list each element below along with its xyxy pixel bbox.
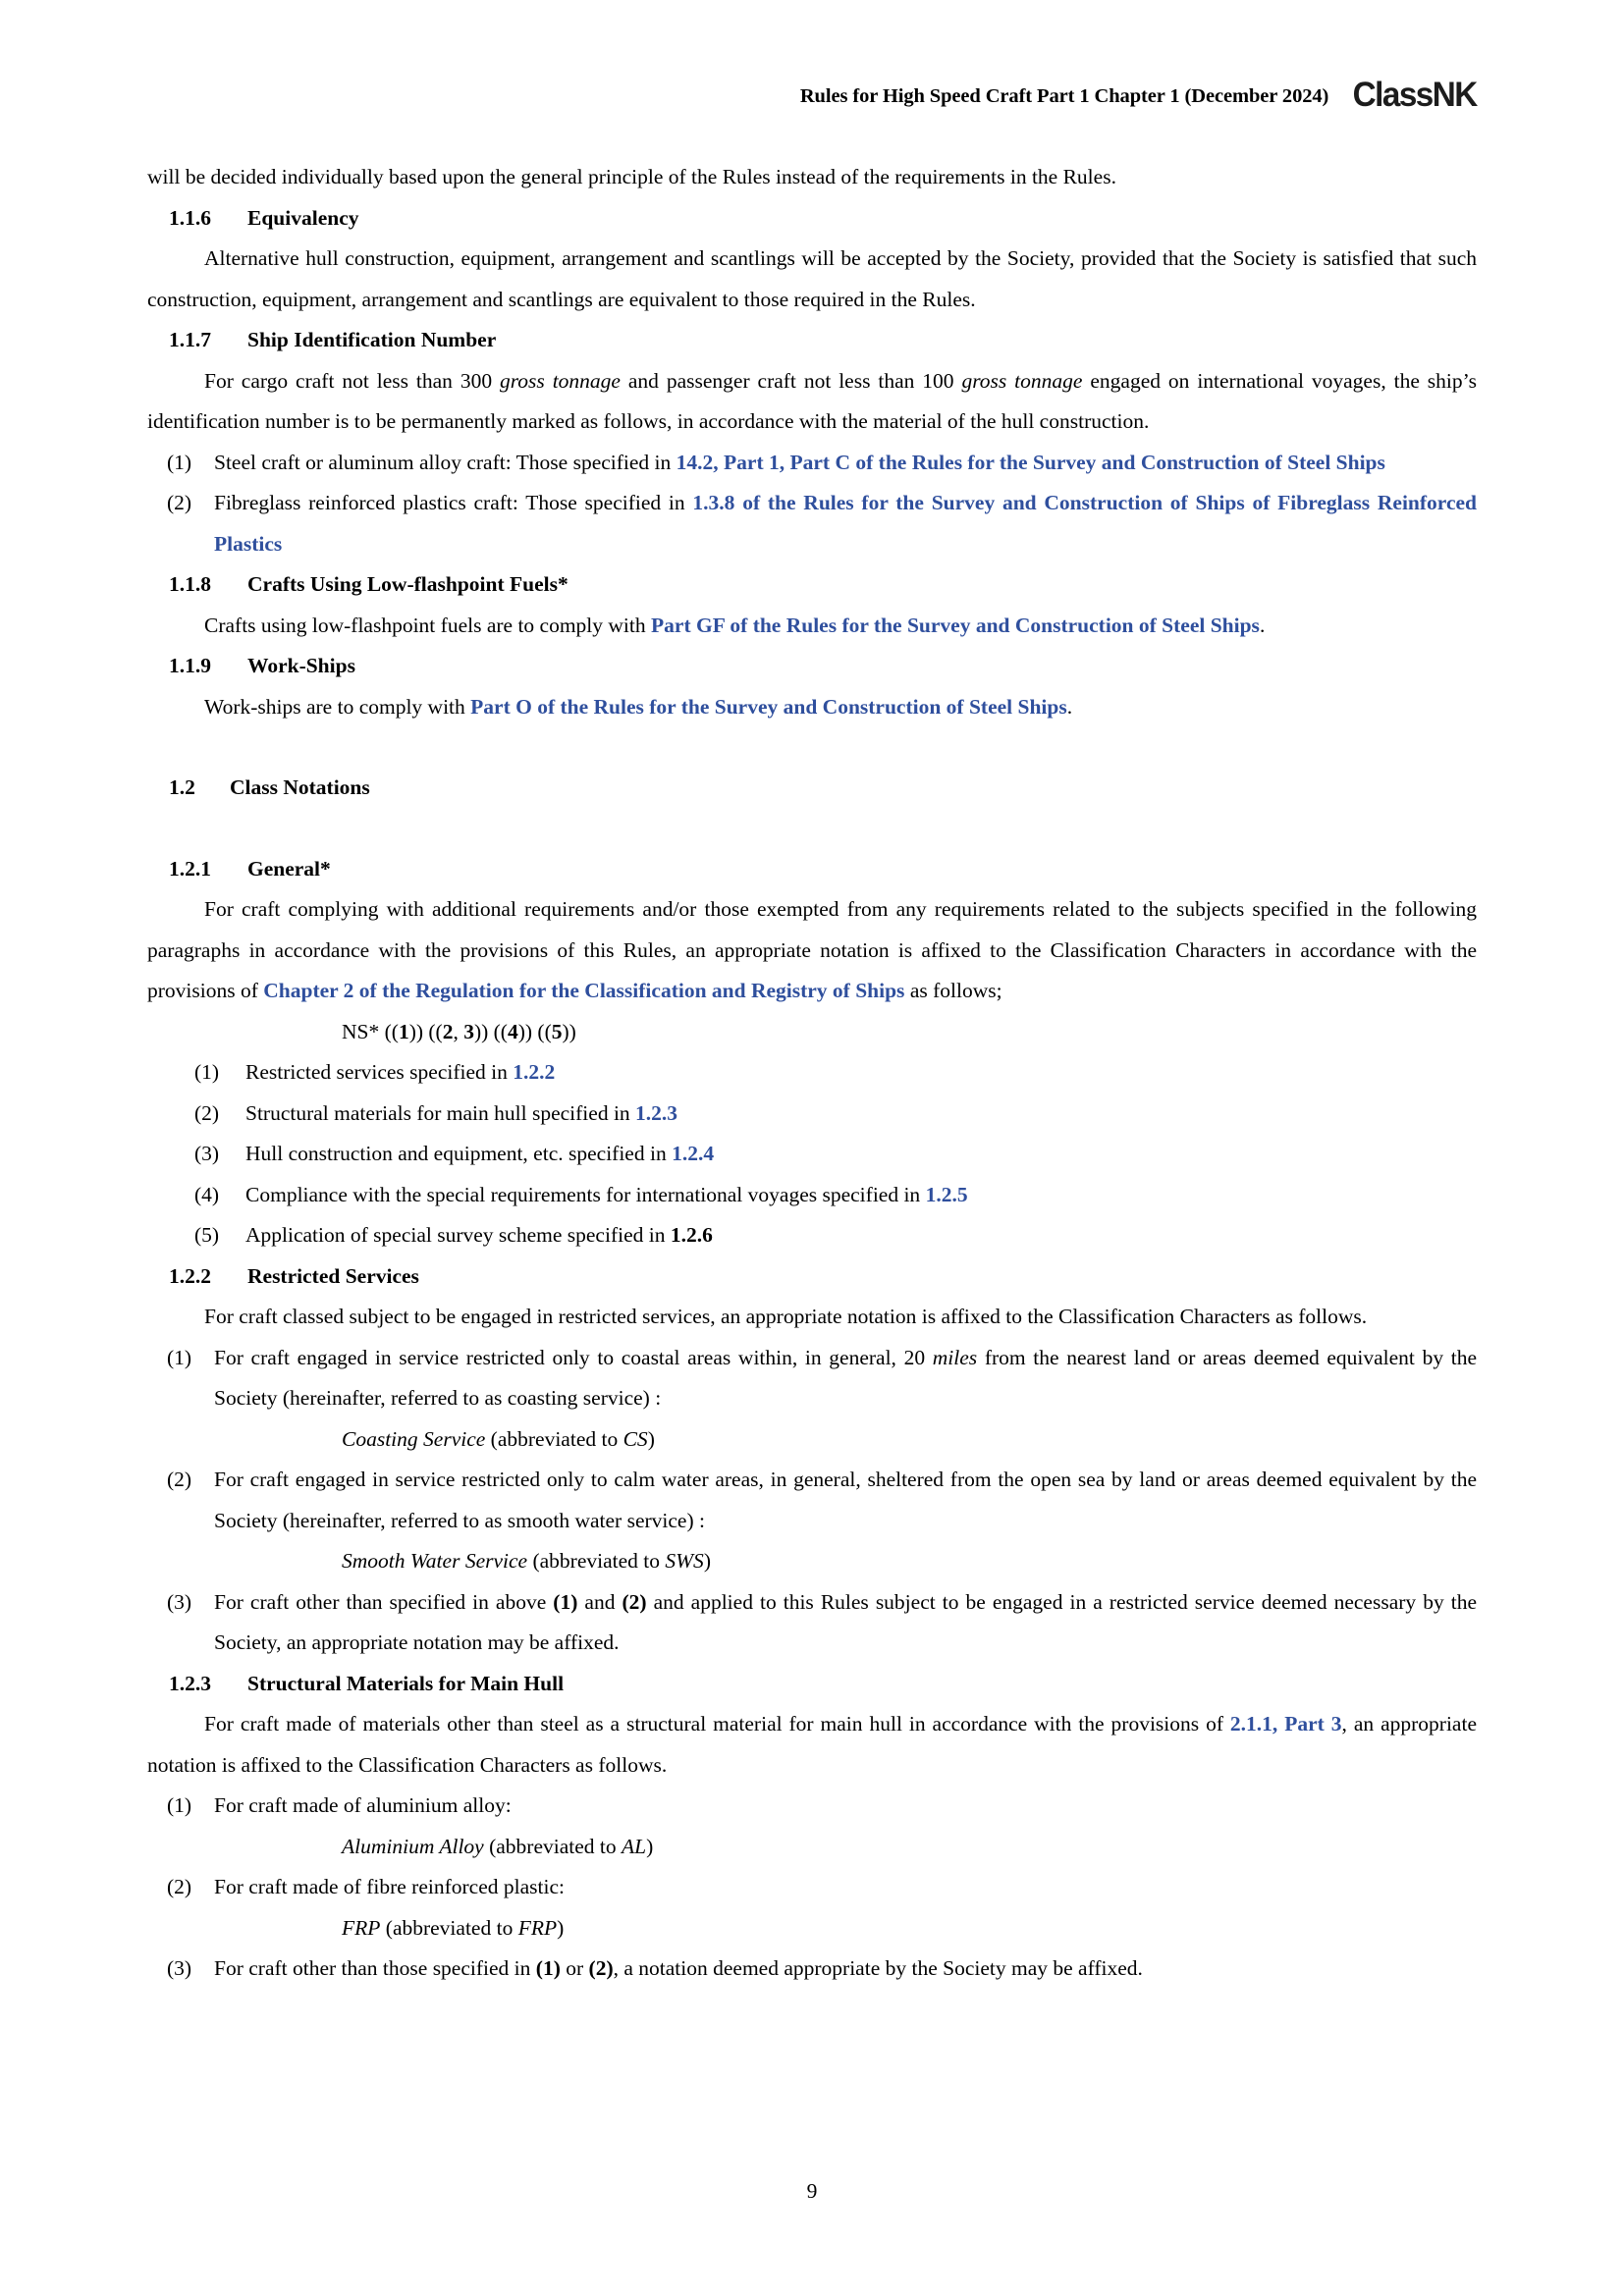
paragraph-1-1-6: Alternative hull construction, equipment, arrangement and scantlings will be accepted by the Society, provided that the Society is satisfied that such construction, equipment, arrangement and scantlings are equivalent to those required in the Rules. <box>147 246 1477 311</box>
notation-name: Smooth Water Service <box>342 1549 528 1573</box>
page-header <box>147 71 1477 112</box>
list-text: Application of special survey scheme specified in <box>245 1223 671 1247</box>
list-text: Compliance with the special requirements for international voyages specified in <box>245 1182 926 1206</box>
abbrev-code: FRP <box>517 1915 558 1940</box>
heading-number: 1.1.9 <box>169 654 211 677</box>
list-item <box>167 1582 1477 1664</box>
para-text: For cargo craft not less than 300 <box>204 368 500 393</box>
heading-number: 1.2.1 <box>169 856 211 881</box>
paragraph-1-2-1 <box>147 889 1477 1012</box>
cross-reference-link[interactable]: Part GF of the Rules for the Survey and Construction of Steel Ships <box>651 613 1260 637</box>
list-text: Structural materials for main hull specified in <box>245 1100 636 1125</box>
list-item <box>167 443 1477 484</box>
notation-part: 5 <box>551 1019 563 1043</box>
para-text: and passenger craft not less than 100 <box>620 368 962 393</box>
notation-format-line: NS* ((1)) ((2, 3)) ((4)) ((5)) <box>342 1019 576 1043</box>
list-text: Steel craft or aluminum alloy craft: Those specified in <box>214 450 677 474</box>
paragraph-1-1-8 <box>147 606 1477 647</box>
ref-bold: (2) <box>622 1589 647 1614</box>
para-text: For craft complying with additional requirements and/or those exempted from any requirements related to the subjects specified in the following paragraphs in accordance with the provisions of this Rules, an appropriate notation is affixed to the Classification Characters in accordance with the provisions of <box>147 897 1477 1002</box>
abbrev-code: AL <box>622 1834 647 1858</box>
list-body <box>245 1134 1477 1175</box>
list-marker: (5) <box>194 1223 220 1247</box>
heading-1-1-9 <box>147 646 1477 687</box>
list-body <box>214 1338 1477 1419</box>
abbrev-text: (abbreviated to <box>380 1915 518 1940</box>
list-body <box>245 1175 1477 1216</box>
list-text: and applied to this Rules subject to be engaged in a restricted service deemed necessary by the Society, an appropriate notation may be affixed. <box>214 1589 1477 1654</box>
list-body <box>214 1582 1477 1664</box>
list-body <box>214 1949 1477 1990</box>
cross-reference-link[interactable]: 1.3.8 of the Rules for the Survey and Construction of Ships of Fibreglass Reinforced Plastics <box>214 491 1477 556</box>
paragraph-1-2-2: For craft classed subject to be engaged in restricted services, an appropriate notation is affixed to the Classification Characters as follows. <box>204 1305 1368 1328</box>
list-body: For craft made of fibre reinforced plastic: <box>214 1875 565 1898</box>
list-body <box>214 443 1477 484</box>
list-text: , a notation deemed appropriate by the Society may be affixed. <box>613 1956 1143 1980</box>
list-marker: (4) <box>194 1182 220 1206</box>
section-spacer <box>147 727 1477 768</box>
notation-name: Coasting Service <box>342 1426 486 1451</box>
list-item <box>194 1052 1477 1094</box>
notation-name: Aluminium Alloy <box>342 1834 484 1858</box>
list-item <box>167 483 1477 564</box>
notation-part: 1 <box>398 1019 409 1043</box>
list-marker: (1) <box>194 1060 220 1084</box>
list-body <box>245 1094 1477 1135</box>
heading-title: Class Notations <box>230 775 370 799</box>
abbrev-code: SWS <box>665 1549 704 1573</box>
heading-1-2 <box>147 768 1477 809</box>
heading-number: 1.1.6 <box>169 205 211 230</box>
heading-title: Structural Materials for Main Hull <box>247 1671 565 1695</box>
para-text: , an appropriate notation is affixed to the Classification Characters as follows. <box>147 1712 1477 1777</box>
cross-reference-link[interactable]: 2.1.1, Part 3 <box>1229 1712 1342 1735</box>
list-marker: (3) <box>167 1956 192 1980</box>
notation-name: FRP <box>342 1915 381 1940</box>
heading-1-1-8 <box>147 564 1477 606</box>
list-marker: (2) <box>167 1468 192 1491</box>
list-item <box>194 1094 1477 1135</box>
abbreviation-line <box>342 1908 1477 1949</box>
document-body <box>147 157 1477 1990</box>
cross-reference-link[interactable]: 14.2, Part 1, Part C of the Rules for the Survey and Construction of Steel Ships <box>676 450 1385 474</box>
list-marker: (3) <box>167 1589 192 1614</box>
section-spacer <box>147 809 1477 849</box>
list-item <box>167 1867 1477 1908</box>
list-text: For craft engaged in service restricted only to coastal areas within, in general, 20 <box>214 1345 933 1369</box>
ref-bold: (2) <box>588 1956 614 1980</box>
para-text: engaged on international voyages, the ship’s identification number is to be permanently marked as follows, in accordance with the material of the hull construction. <box>147 368 1477 433</box>
heading-title: Ship Identification Number <box>247 328 497 351</box>
list-marker: (2) <box>167 491 192 514</box>
notation-part: 3 <box>463 1019 474 1043</box>
ref-bold: (1) <box>535 1956 561 1980</box>
list-marker: (2) <box>167 1875 192 1898</box>
abbreviation-line <box>342 1419 1477 1461</box>
abbrev-tail: ) <box>703 1549 711 1573</box>
paragraph-1-1-9 <box>147 687 1477 728</box>
list-text: from the nearest land or areas deemed equivalent by the Society (hereinafter, referred to as coasting service) : <box>214 1345 1477 1410</box>
abbrev-text: (abbreviated to <box>527 1549 666 1573</box>
heading-number: 1.2.2 <box>169 1263 211 1288</box>
heading-number: 1.1.7 <box>169 328 211 351</box>
page-number: 9 <box>806 2179 818 2203</box>
abbrev-tail: ) <box>646 1834 654 1858</box>
notation-part: 2 <box>442 1019 454 1043</box>
list-text: Restricted services specified in <box>245 1060 514 1084</box>
list-marker: (3) <box>194 1142 220 1165</box>
abbrev-tail: ) <box>647 1426 655 1451</box>
list-item <box>167 1460 1477 1541</box>
notation-part: 4 <box>507 1019 518 1043</box>
list-text: and <box>577 1589 623 1614</box>
para-text: as follows; <box>904 979 1002 1002</box>
para-text: For craft made of materials other than steel as a structural material for main hull in accordance with the provisions of <box>204 1712 1230 1735</box>
heading-1-2-3 <box>147 1664 1477 1705</box>
heading-1-1-7 <box>147 320 1477 361</box>
list-body: For craft engaged in service restricted only to calm water areas, in general, sheltered from the open sea by land or areas deemed equivalent by the Society (hereinafter, referred to as smooth water service) : <box>214 1468 1477 1532</box>
abbrev-tail: ) <box>557 1915 565 1940</box>
continued-paragraph: will be decided individually based upon the general principle of the Rules instead of the requirements in the Rules. <box>147 165 1116 188</box>
ref-bold: (1) <box>553 1589 578 1614</box>
cross-reference-link[interactable]: 1.2.4 <box>672 1142 715 1165</box>
list-text: Fibreglass reinforced plastics craft: Those specified in <box>214 491 693 514</box>
cross-reference-link[interactable]: Part O of the Rules for the Survey and Construction of Steel Ships <box>470 694 1067 719</box>
list-text: For craft other than specified in above <box>214 1589 554 1614</box>
italic-term: gross tonnage <box>499 368 621 393</box>
cross-reference-link[interactable]: Chapter 2 of the Regulation for the Classification and Registry of Ships <box>263 979 905 1002</box>
list-text: Hull construction and equipment, etc. specified in <box>245 1142 673 1165</box>
list-item <box>167 1786 1477 1827</box>
list-text: or <box>560 1956 589 1980</box>
list-item <box>194 1134 1477 1175</box>
heading-number: 1.2 <box>169 775 195 799</box>
abbreviation-line <box>342 1827 1477 1868</box>
list-item <box>194 1215 1477 1256</box>
list-text: For craft other than those specified in <box>214 1956 536 1980</box>
para-text: Crafts using low-flashpoint fuels are to comply with <box>204 613 652 637</box>
abbrev-text: (abbreviated to <box>485 1426 623 1451</box>
cross-reference-link[interactable]: 1.2.5 <box>925 1182 968 1206</box>
italic-term: gross tonnage <box>961 368 1083 393</box>
heading-1-1-6 <box>147 198 1477 240</box>
list-body <box>245 1052 1477 1094</box>
list-marker: (1) <box>167 1793 192 1817</box>
list-item <box>167 1338 1477 1419</box>
page-footer <box>0 2177 1624 2205</box>
list-item <box>194 1175 1477 1216</box>
heading-title: Crafts Using Low-flashpoint Fuels* <box>247 572 568 596</box>
list-body <box>245 1215 1477 1256</box>
abbreviation-line <box>342 1541 1477 1582</box>
para-text: . <box>1259 613 1266 637</box>
heading-title: Restricted Services <box>247 1263 419 1288</box>
cross-reference-plain: 1.2.6 <box>670 1223 713 1247</box>
classnk-logo: ClassNK <box>1352 76 1477 114</box>
cross-reference-link[interactable]: 1.2.3 <box>635 1100 678 1125</box>
heading-number: 1.2.3 <box>169 1671 211 1695</box>
list-marker: (2) <box>194 1100 220 1125</box>
italic-term: miles <box>932 1345 978 1369</box>
heading-title: General* <box>247 856 331 881</box>
abbrev-code: CS <box>623 1426 648 1451</box>
header-title: Rules for High Speed Craft Part 1 Chapter 1 (December 2024) <box>799 85 1329 108</box>
list-marker: (1) <box>167 1345 192 1369</box>
heading-1-2-1 <box>147 849 1477 890</box>
list-item <box>167 1949 1477 1990</box>
para-text: . <box>1066 694 1073 719</box>
paragraph-1-2-3 <box>147 1704 1477 1786</box>
heading-1-2-2 <box>147 1256 1477 1298</box>
list-marker: (1) <box>167 450 192 474</box>
heading-title: Work-Ships <box>247 654 355 677</box>
heading-title: Equivalency <box>247 205 359 230</box>
heading-number: 1.1.8 <box>169 572 211 596</box>
list-body: For craft made of aluminium alloy: <box>214 1793 512 1817</box>
abbrev-text: (abbreviated to <box>483 1834 623 1858</box>
paragraph-1-1-7 <box>147 361 1477 443</box>
para-text: Work-ships are to comply with <box>204 694 471 719</box>
list-body <box>214 483 1477 564</box>
cross-reference-link[interactable]: 1.2.2 <box>513 1060 556 1084</box>
